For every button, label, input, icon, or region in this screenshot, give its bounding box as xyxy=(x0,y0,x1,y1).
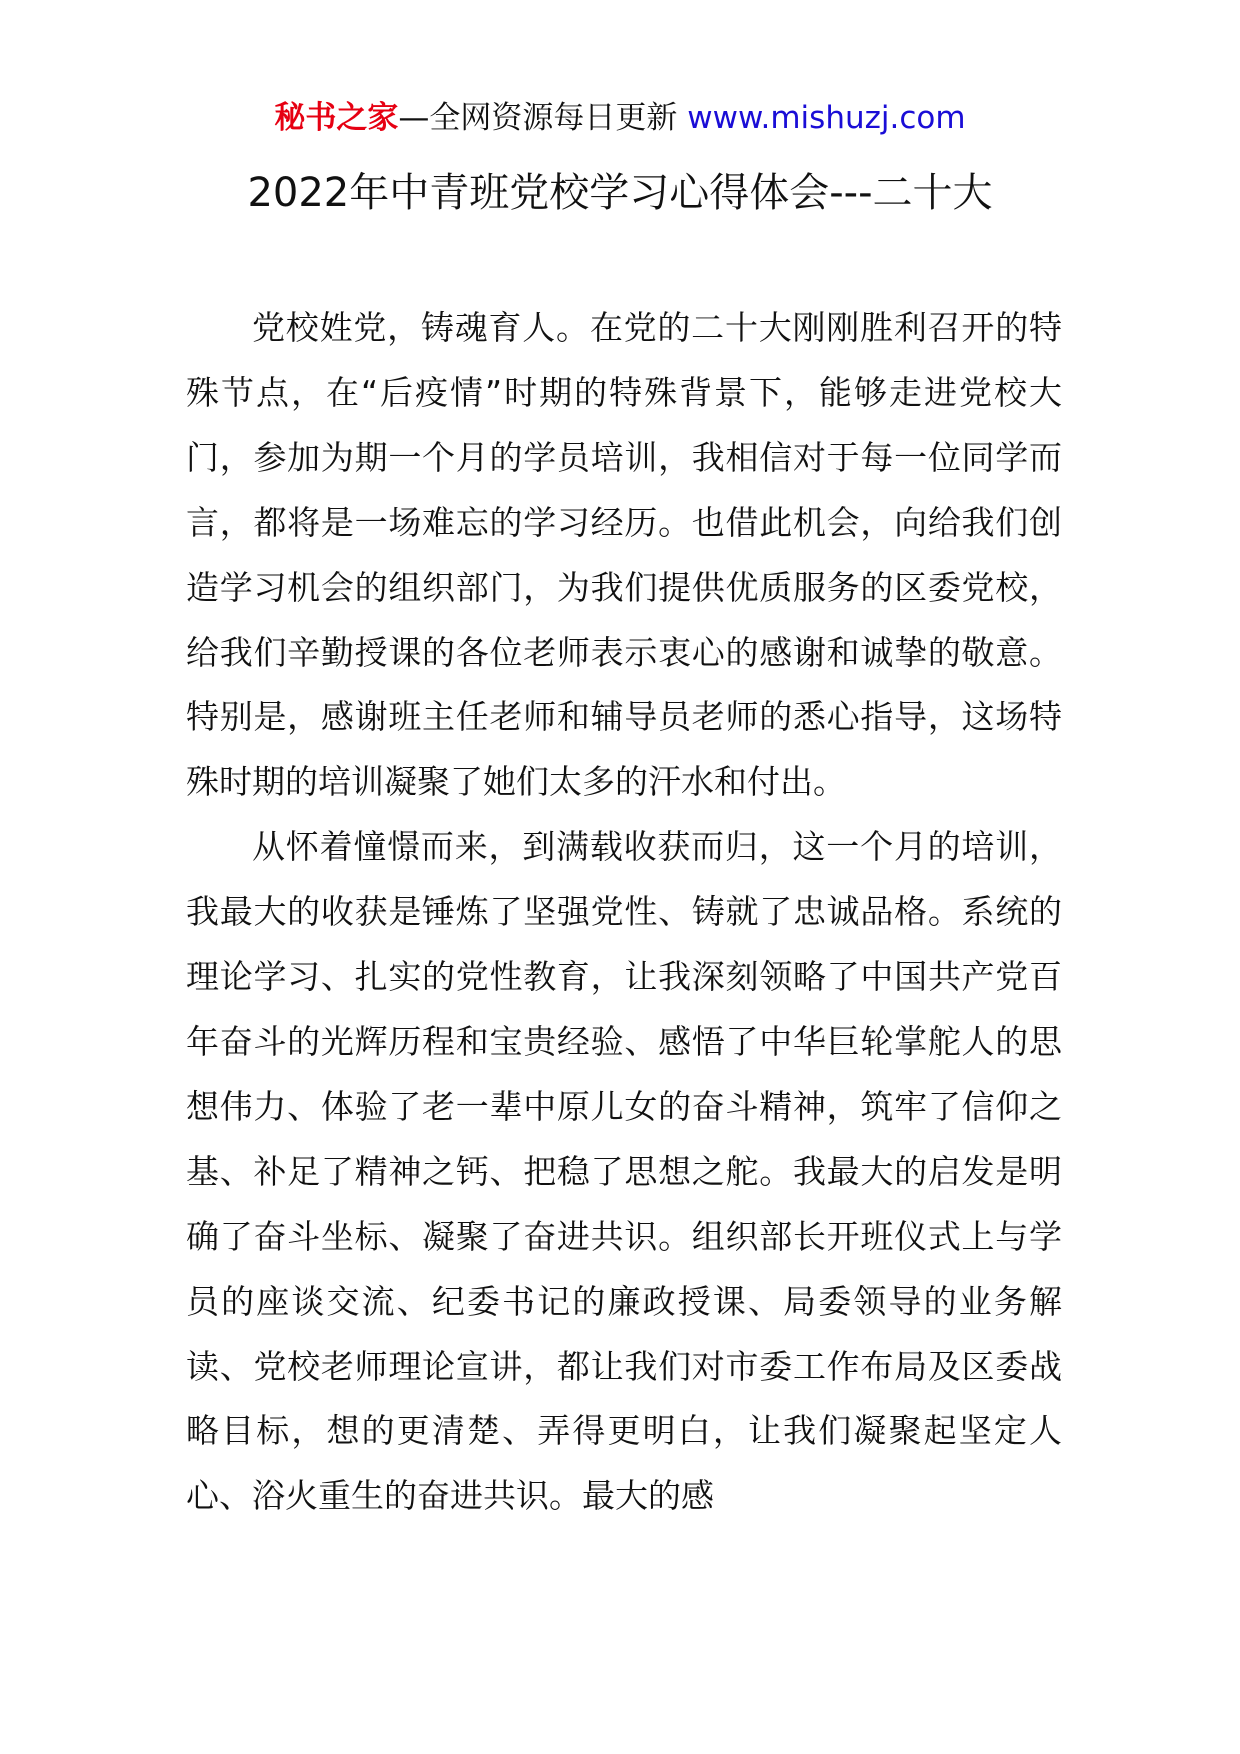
paragraph: 党校姓党，铸魂育人。在党的二十大刚刚胜利召开的特殊节点，在“后疫情”时期的特殊背景下，能够走进党校大门，参加为期一个月的学员培训，我相信对于每一位同学而言，都将是一场难忘的学习经历。也借此机会，向给我们创造学习机会的组织部门，为我们提供优质服务的区委党校，给我们辛勤授课的各位老师表示衷心的感谢和诚挚的敬意。特别是，感谢班主任老师和辅导员老师的悉心指导，这场特殊时期的培训凝聚了她们太多的汗水和付出。 xyxy=(186,308,1062,802)
document-title: 2022年中青班党校学习心得体会---二十大 xyxy=(247,170,993,216)
site-brand: 秘书之家 xyxy=(274,100,399,136)
site-header xyxy=(0,98,1240,138)
paragraph: 从怀着憧憬而来，到满载收获而归，这一个月的培训，我最大的收获是锤炼了坚强党性、铸就了忠诚品格。系统的理论学习、扎实的党性教育，让我深刻领略了中国共产党百年奋斗的光辉历程和宝贵经验、感悟了中华巨轮掌舵人的思想伟力、体验了老一辈中原儿女的奋斗精神，筑牢了信仰之基、补足了精神之钙、把稳了思想之舵。我最大的启发是明确了奋斗坐标、凝聚了奋进共识。组织部长开班仪式上与学员的座谈交流、纪委书记的廉政授课、局委领导的业务解读、党校老师理论宣讲，都让我们对市委工作布局及区委战略目标，想的更清楚、弄得更明白，让我们凝聚起坚定人心、浴火重生的奋进共识。最大的感 xyxy=(186,827,1062,1516)
document-body xyxy=(186,296,1062,1529)
site-url-link[interactable]: www.mishuzj.com xyxy=(687,100,966,136)
site-tagline: —全网资源每日更新 xyxy=(398,100,678,136)
